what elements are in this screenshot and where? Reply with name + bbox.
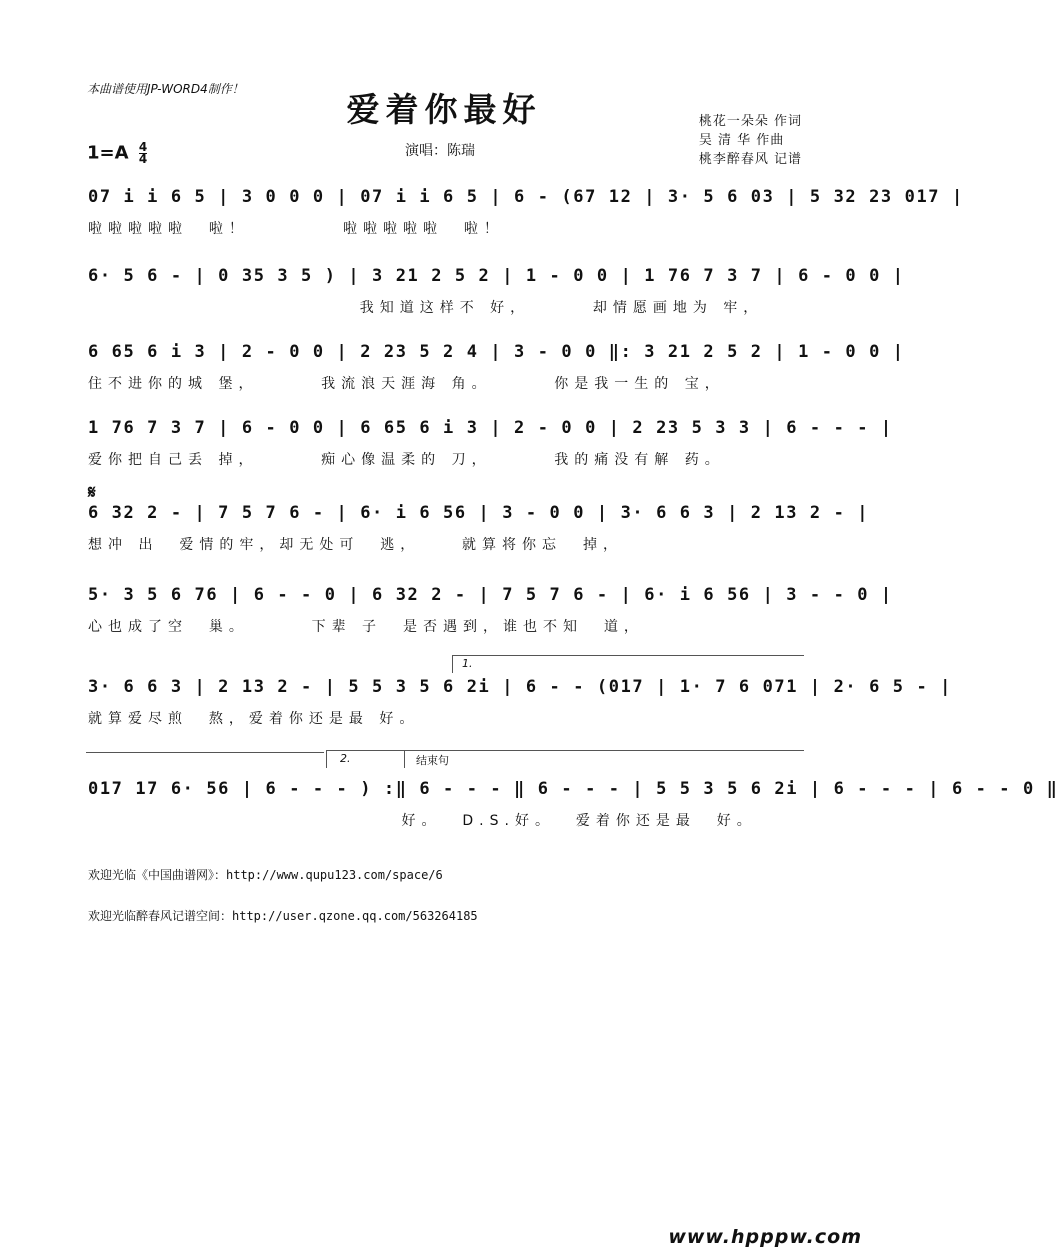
score-row-1 (88, 186, 964, 238)
maker-note: 本曲谱使用JP-WORD4制作！ (87, 82, 244, 96)
notation-line: 5· 3 5 6 76 | 6 - - 0 | 6 32 2 - | 7 5 7 6 - | 6· i 6 56 | 3 - - 0 | (88, 585, 893, 605)
volta-2-bracket (326, 750, 804, 751)
ending-label: 结束句 (416, 754, 449, 767)
volta-1-bracket-edge (452, 655, 453, 673)
transcriber: 桃李醉春风 记谱 (698, 152, 802, 167)
lyric-line: 住不进你的城 堡， 我流浪天涯海 角。 你是我一生的 宝， (88, 376, 725, 392)
key-label: 1=A (87, 142, 129, 164)
score-row-6 (88, 584, 893, 636)
score-row-8 (88, 778, 1058, 830)
score-row-2 (88, 265, 905, 317)
song-title: 爱着你最好 (346, 90, 542, 129)
score-row-4 (88, 417, 893, 469)
score-row-3 (88, 341, 905, 393)
notation-line: 3· 6 6 3 | 2 13 2 - | 5 5 3 5 6 2i | 6 - - (017 | 1· 7 6 071 | 2· 6 5 - | (88, 677, 952, 697)
lyric-line: 我知道这样不 好， 却情愿画地为 牢， (88, 300, 764, 316)
notation-line: 1 76 7 3 7 | 6 - 0 0 | 6 65 6 i 3 | 2 - 0 0 | 2 23 5 3 3 | 6 - - - | (88, 418, 893, 438)
ending-bracket-edge (404, 750, 405, 768)
credits (699, 112, 802, 169)
time-bottom: 4 (138, 152, 148, 166)
key-signature (87, 142, 147, 165)
composer: 吴 清 华 作曲 (698, 133, 785, 148)
lyric-line: 想冲 出 爱情的牢，却无处可 逃， 就算将你忘 掉， (88, 537, 623, 553)
lyricist: 桃花一朵朵 作词 (698, 114, 802, 129)
lyric-line: 啦啦啦啦啦 啦！ 啦啦啦啦啦 啦！ (88, 221, 504, 237)
section-rule (86, 752, 324, 753)
lyric-line: 心也成了空 巢。 下辈 子 是否遇到，谁也不知 道， (88, 619, 644, 635)
time-signature (139, 142, 147, 165)
notation-line: 017 17 6· 56 | 6 - - - ) :‖ 6 - - - ‖ 6 - - - | 5 5 3 5 6 2i | 6 - - - | 6 - - 0 ‖ (88, 779, 1058, 799)
volta-2-label: 2. (340, 752, 351, 765)
notation-line: 6 65 6 i 3 | 2 - 0 0 | 2 23 5 2 4 | 3 - 0 0 ‖: 3 21 2 5 2 | 1 - 0 0 | (88, 342, 905, 362)
segno-icon: 𝄋 (88, 482, 96, 503)
score-row-7 (88, 676, 952, 728)
lyric-line: 爱你把自己丢 掉， 痴心像温柔的 刀， 我的痛没有解 药。 (88, 452, 725, 468)
time-top: 4 (138, 140, 148, 154)
volta-1-bracket (452, 655, 804, 656)
notation-line: 07 i i 6 5 | 3 0 0 0 | 07 i i 6 5 | 6 - (67 12 | 3· 5 6 03 | 5 32 23 017 | (88, 187, 964, 207)
notation-line: 6· 5 6 - | 0 35 3 5 ) | 3 21 2 5 2 | 1 - 0 0 | 1 76 7 3 7 | 6 - 0 0 | (88, 266, 905, 286)
singer: 演唱：陈瑞 (405, 143, 475, 159)
score-row-5 (88, 502, 870, 554)
footer-link-qupu: 欢迎光临《中国曲谱网》：http://www.qupu123.com/space/6 (88, 868, 443, 882)
lyric-line: 好。 D.S.好。 爱着你还是最 好。 (88, 813, 757, 829)
notation-line: 6 32 2 - | 7 5 7 6 - | 6· i 6 56 | 3 - 0 0 | 3· 6 6 3 | 2 13 2 - | (88, 503, 870, 523)
volta-2-bracket-edge (326, 750, 327, 768)
footer-link-qzone: 欢迎光临醉春风记谱空间：http://user.qzone.qq.com/563264185 (88, 909, 478, 923)
lyric-line: 就算爱尽煎 熬，爱着你还是最 好。 (88, 711, 420, 727)
volta-1-label: 1. (462, 657, 473, 670)
website-watermark: www.hpppw.com (668, 1226, 862, 1248)
